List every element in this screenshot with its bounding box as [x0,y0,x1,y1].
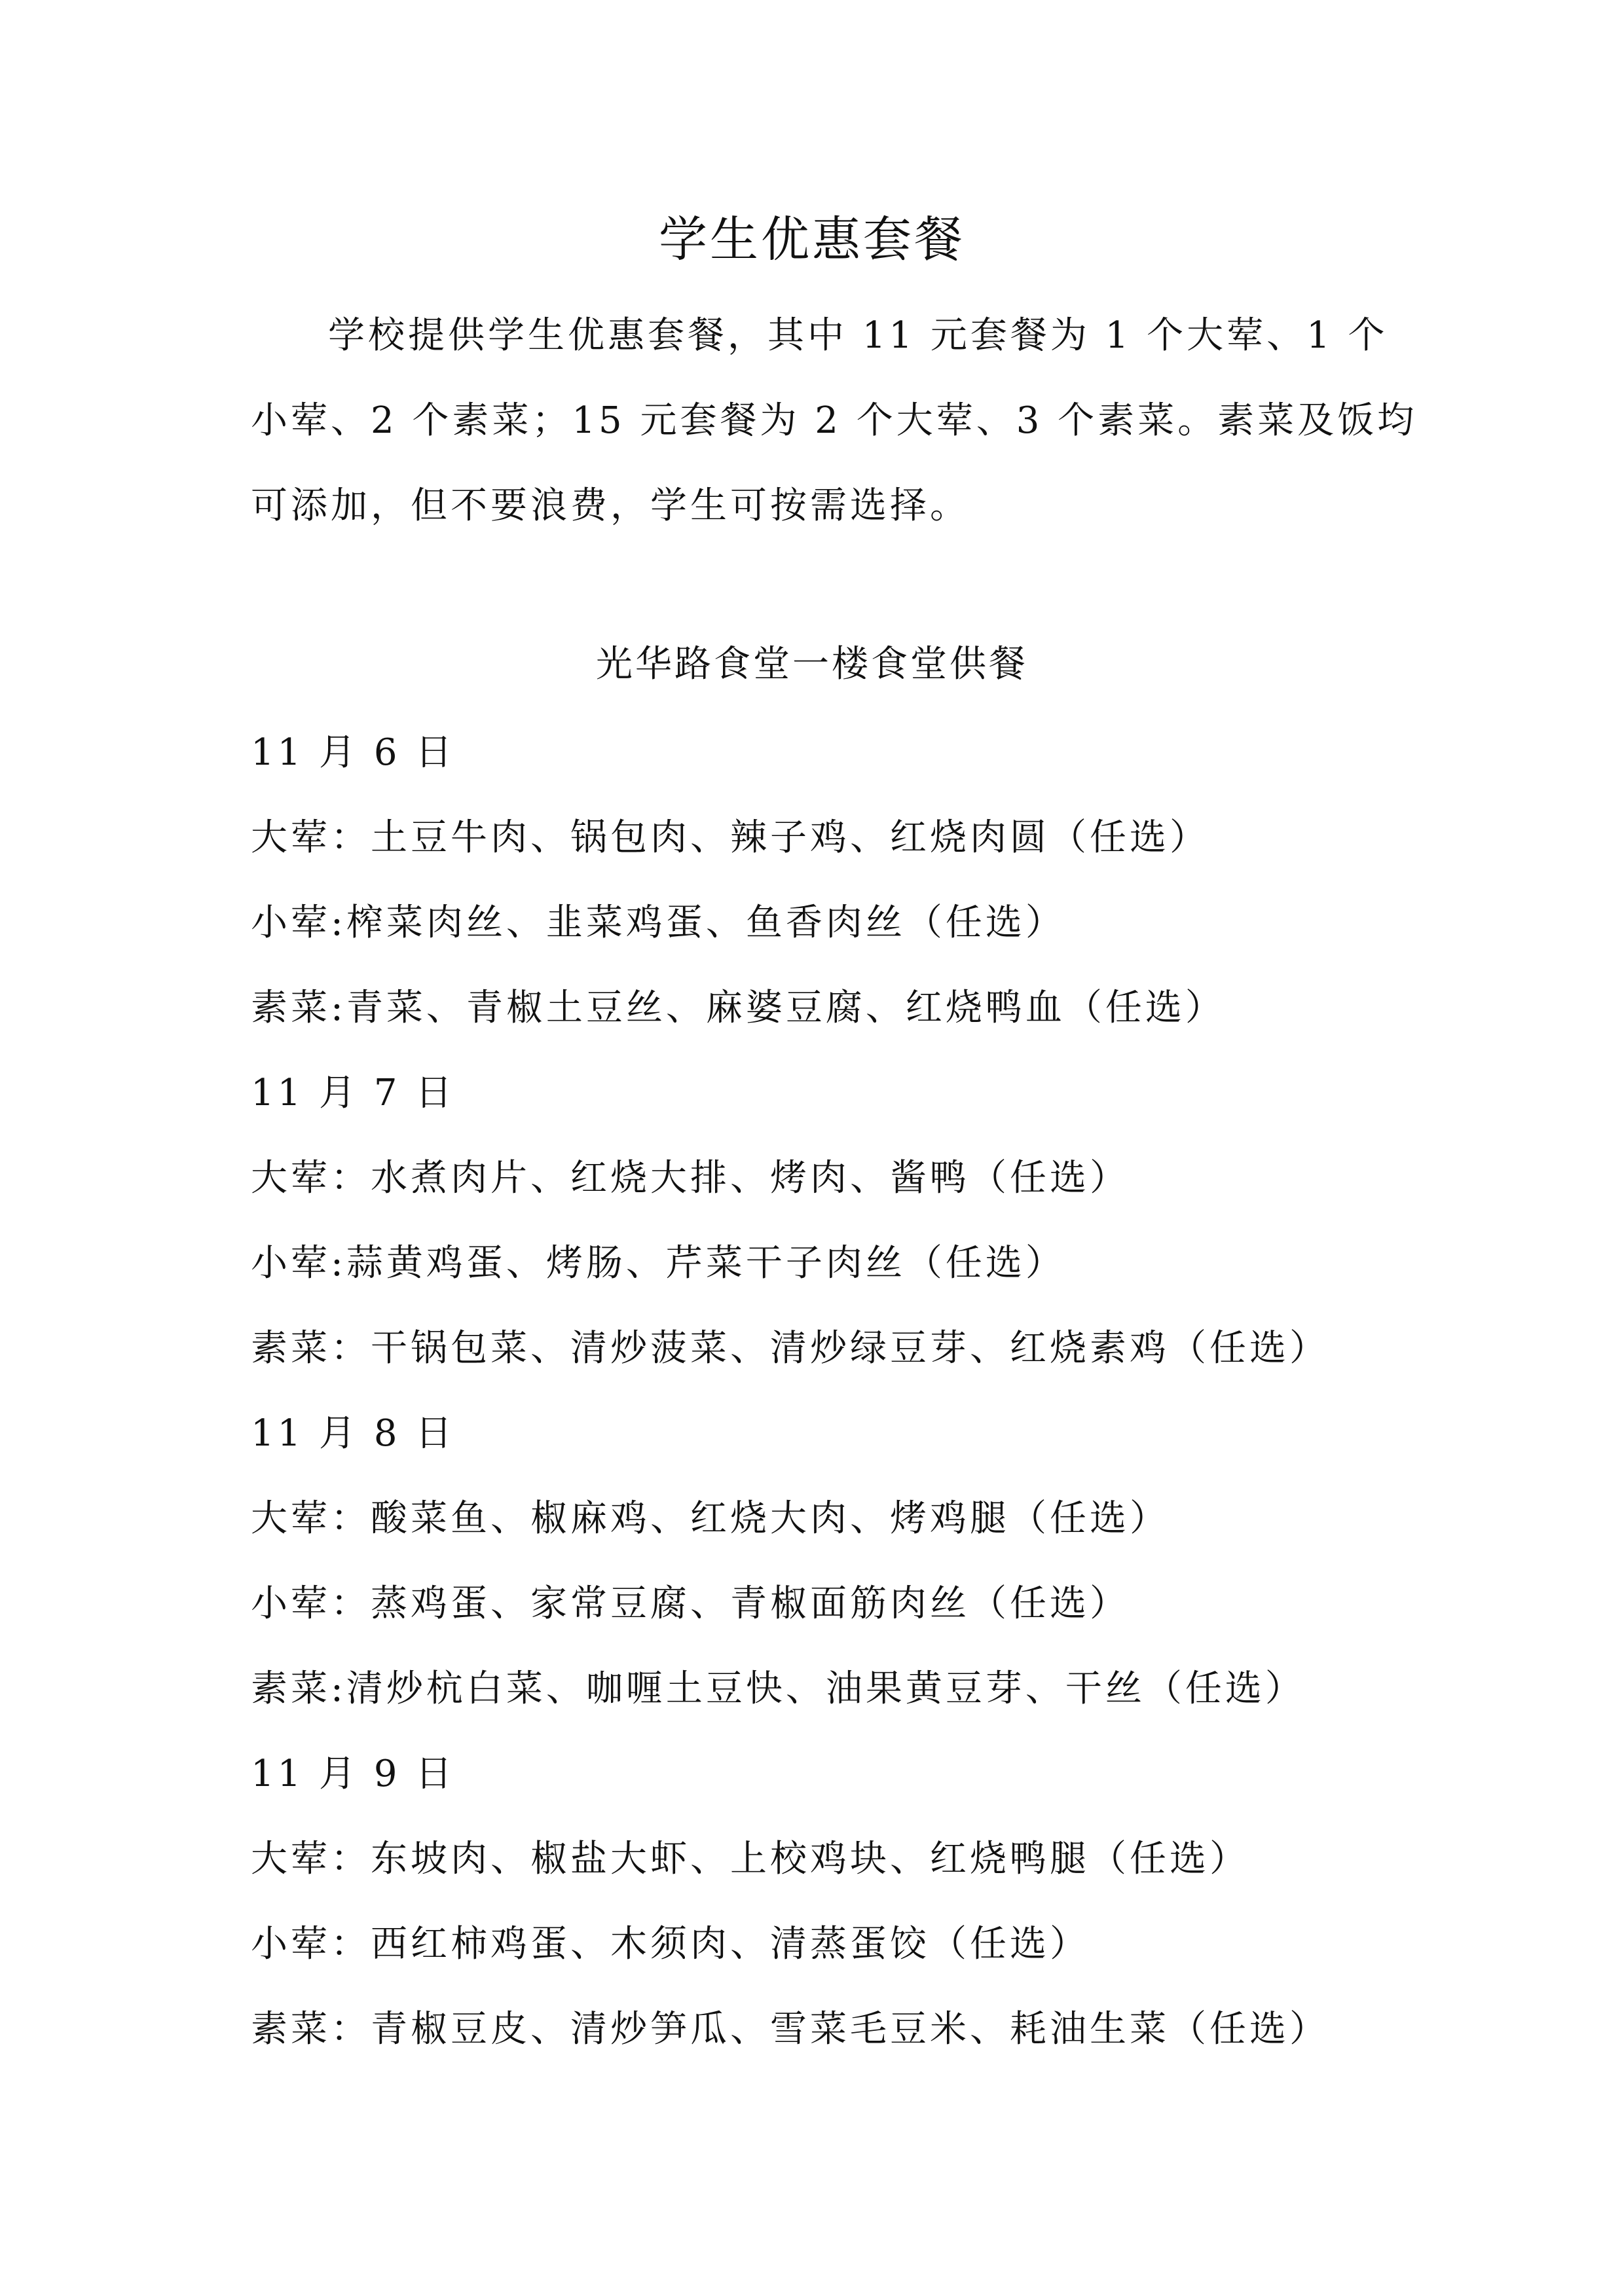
intro-line: 学校提供学生优惠套餐，其中 11 元套餐为 1 个大荤、1 个 [328,314,1388,357]
menu-date: 11 月 7 日 [251,1072,456,1114]
canteen-subtitle: 光华路食堂一楼食堂供餐 [596,643,1028,685]
menu-small-meat: 小荤：西红柿鸡蛋、木须肉、清蒸蛋饺（任选） [251,1923,1090,1965]
menu-vegetable: 素菜：青椒豆皮、清炒笋瓜、雪菜毛豆米、耗油生菜（任选） [251,2008,1329,2050]
menu-large-meat: 大荤：土豆牛肉、锅包肉、辣子鸡、红烧肉圆（任选） [251,816,1209,859]
menu-large-meat: 大荤：酸菜鱼、椒麻鸡、红烧大肉、烤鸡腿（任选） [251,1497,1170,1540]
menu-large-meat: 大荤：东坡肉、椒盐大虾、上校鸡块、红烧鸭腿（任选） [251,1838,1249,1880]
intro-line: 小荤、2 个素菜；15 元套餐为 2 个大荤、3 个素菜。素菜及饭均 [251,399,1418,442]
menu-date: 11 月 9 日 [251,1753,456,1795]
menu-vegetable: 素菜:青菜、青椒土豆丝、麻婆豆腐、红烧鸭血（任选） [251,987,1225,1029]
menu-vegetable: 素菜:清炒杭白菜、咖喱土豆快、油果黄豆芽、干丝（任选） [251,1667,1305,1710]
menu-date: 11 月 6 日 [251,731,456,774]
intro-paragraph [251,293,1418,549]
menu-small-meat: 小荤:蒜黄鸡蛋、烤肠、芹菜干子肉丝（任选） [251,1242,1065,1285]
menu-small-meat: 小荤：蒸鸡蛋、家常豆腐、青椒面筋肉丝（任选） [251,1582,1130,1625]
menu-vegetable: 素菜：干锅包菜、清炒菠菜、清炒绿豆芽、红烧素鸡（任选） [251,1327,1329,1370]
menu-large-meat: 大荤：水煮肉片、红烧大排、烤肉、酱鸭（任选） [251,1157,1130,1199]
menu-date: 11 月 8 日 [251,1412,456,1455]
intro-line: 可添加，但不要浪费，学生可按需选择。 [251,484,970,527]
menu-small-meat: 小荤:榨菜肉丝、韭菜鸡蛋、鱼香肉丝（任选） [251,902,1065,944]
menu-list [251,720,1495,2082]
document-title: 学生优惠套餐 [659,211,965,268]
